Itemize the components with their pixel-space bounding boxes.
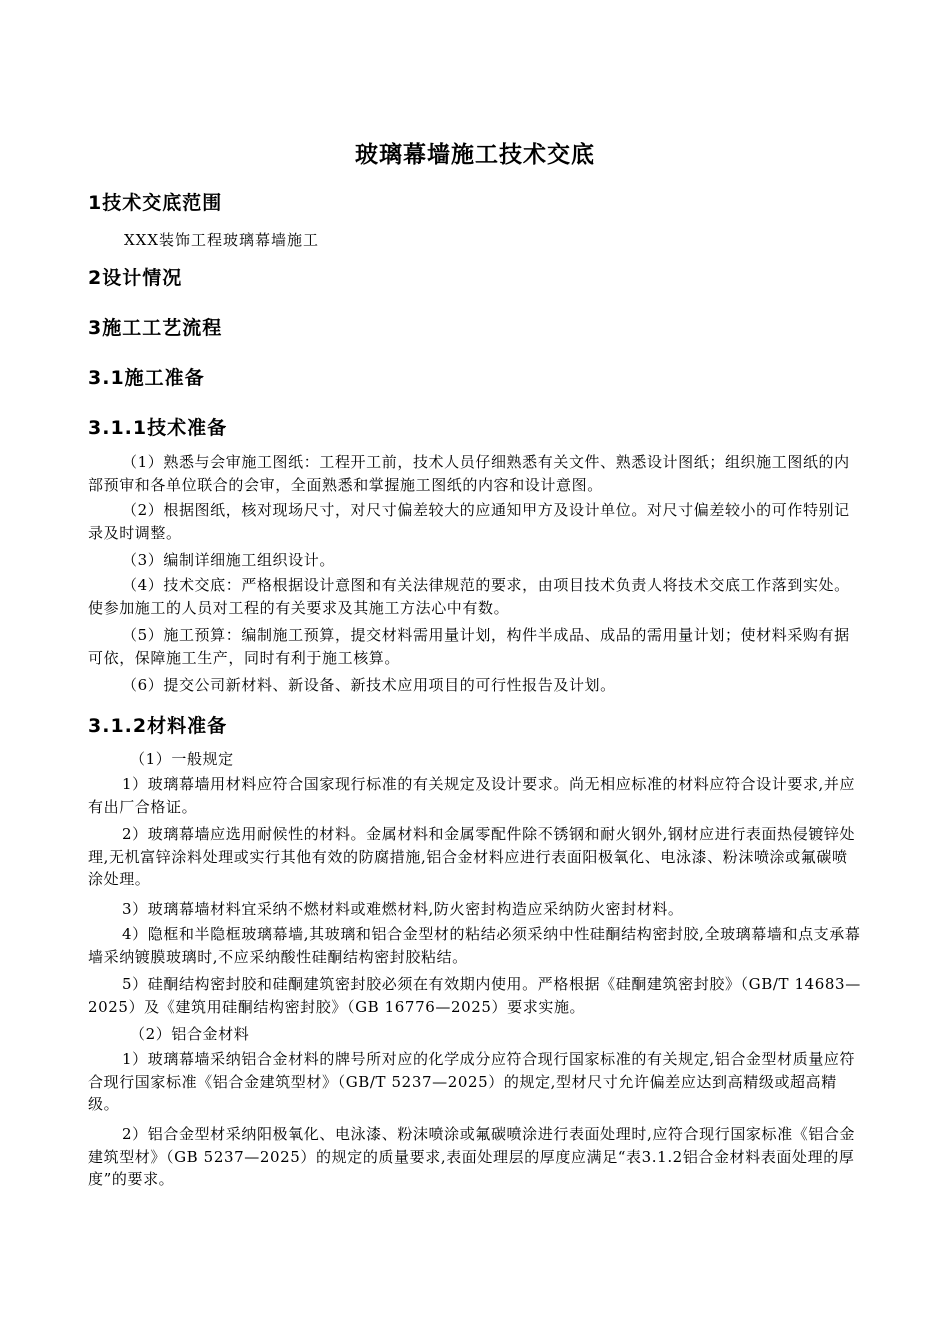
general-rule-1: 1）玻璃幕墙用材料应符合国家现行标准的有关规定及设计要求。尚无相应标准的材料应符合设计要求,并应有出厂合格证。 [88, 775, 856, 816]
tech-prep-item-1: （1）熟悉与会审施工图纸：工程开工前，技术人员仔细熟悉有关文件、熟悉设计图纸；组织施工图纸的内部预审和各单位联合的会审，全面熟悉和掌握施工图纸的内容和设计意图。 [88, 453, 850, 494]
section-3-heading: 3施工工艺流程 [88, 317, 223, 339]
aluminum-materials-label: （2）铝合金材料 [130, 1025, 250, 1043]
section-2-heading: 2设计情况 [88, 267, 183, 289]
general-rule-2: 2）玻璃幕墙应选用耐候性的材料。金属材料和金属零配件除不锈钢和耐火钢外,钢材应进行表面热侵镀锌处理,无机富锌涂料处理或实行其他有效的防腐措施,铝合金材料应进行表面阳极氧化、电泳漆、粉沫喷涂或氟碳喷涂处理。 [88, 825, 856, 888]
tech-prep-item-6: （6）提交公司新材料、新设备、新技术应用项目的可行性报告及计划。 [122, 676, 616, 694]
aluminum-rule-2: 2）铝合金型材采纳阳极氧化、电泳漆、粉沫喷涂或氟碳喷涂进行表面处理时,应符合现行国家标准《铝合金建筑型材》（GB 5237—2025）的规定的质量要求,表面处理层的厚度应满足“表3.1.2铝合金材料表面处理的厚度”的要求。 [88, 1125, 856, 1188]
tech-prep-item-5: （5）施工预算：编制施工预算，提交材料需用量计划，构件半成品、成品的需用量计划；使材料采购有据可依，保障施工生产，同时有利于施工核算。 [88, 626, 850, 667]
general-rules-label: （1）一般规定 [130, 750, 234, 768]
section-3-1-heading: 3.1施工准备 [88, 367, 205, 389]
general-rule-5: 5）硅酮结构密封胶和硅酮建筑密封胶必须在有效期内使用。严格根据《硅酮建筑密封胶》（GB/T 14683—2025）及《建筑用硅酮结构密封胶》（GB 16776—2025）要求实施。 [88, 975, 861, 1016]
general-rule-3: 3）玻璃幕墙材料宜采纳不燃材料或难燃材料,防火密封构造应采纳防火密封材料。 [122, 900, 684, 918]
tech-prep-item-2: （2）根据图纸，核对现场尺寸，对尺寸偏差较大的应通知甲方及设计单位。对尺寸偏差较小的可作特别记录及时调整。 [88, 501, 850, 542]
general-rule-4: 4）隐框和半隐框玻璃幕墙,其玻璃和铝合金型材的粘结必须采纳中性硅酮结构密封胶,全玻璃幕墙和点支承幕墙采纳镀膜玻璃时,不应采纳酸性硅酮结构密封胶粘结。 [88, 925, 861, 966]
section-1-heading: 1技术交底范围 [88, 192, 223, 214]
section-1-scope-text: XXX装饰工程玻璃幕墙施工 [124, 231, 320, 249]
tech-prep-item-3: （3）编制详细施工组织设计。 [122, 551, 335, 569]
section-3-1-2-heading: 3.1.2材料准备 [88, 715, 228, 737]
document-title: 玻璃幕墙施工技术交底 [355, 142, 595, 168]
aluminum-rule-1: 1）玻璃幕墙采纳铝合金材料的牌号所对应的化学成分应符合现行国家标准的有关规定,铝合金型材质量应符合现行国家标准《铝合金建筑型材》（GB/T 5237—2025）的规定,型材尺寸允许偏差应达到高精级或超高精级。 [88, 1050, 856, 1113]
tech-prep-item-4: （4）技术交底：严格根据设计意图和有关法律规范的要求，由项目技术负责人将技术交底工作落到实处。使参加施工的人员对工程的有关要求及其施工方法心中有数。 [88, 576, 850, 617]
section-3-1-1-heading: 3.1.1技术准备 [88, 417, 228, 439]
